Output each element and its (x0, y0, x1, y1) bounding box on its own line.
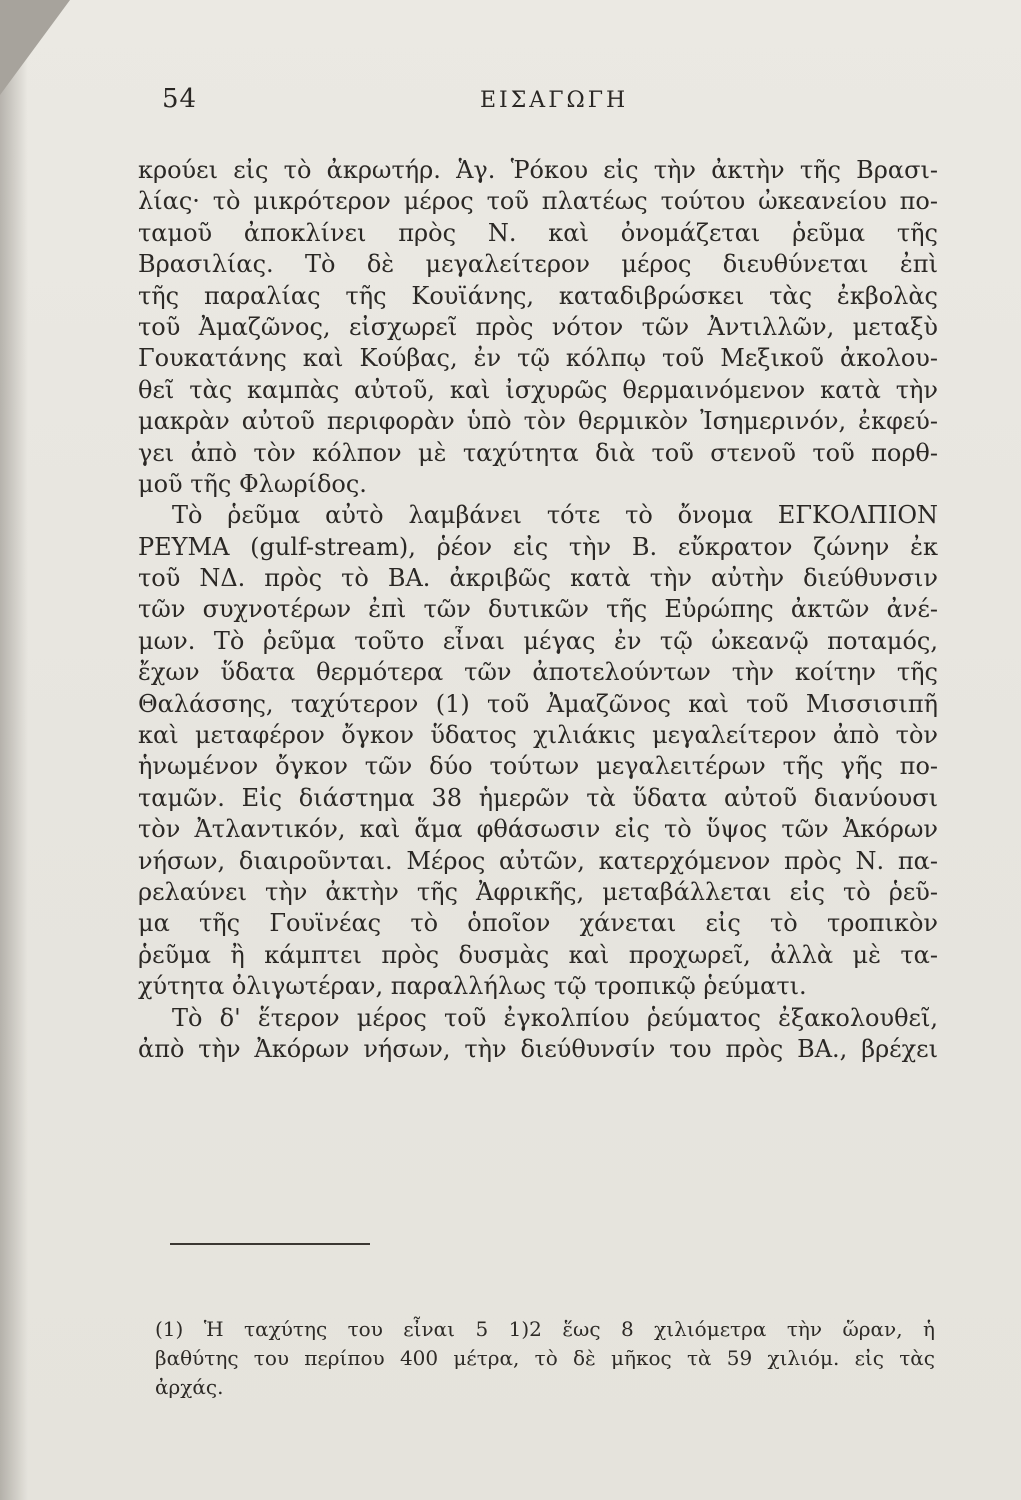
text-line: Τὸ δ' ἕτερον μέρος τοῦ ἐγκολπίου ῥεύματος ἐξακολουθεῖ, (172, 1003, 938, 1032)
text-line: ἡνωμένον ὄγκον τῶν δύο τούτων μεγαλειτέρων τῆς γῆς πο- (138, 752, 938, 781)
text-line: Βρασιλίας. Τὸ δὲ μεγαλείτερον μέρος διευθύνεται ἐπὶ (138, 250, 938, 279)
text-line: λίας· τὸ μικρότερον μέρος τοῦ πλατέως τούτου ὠκεανείου πο- (138, 187, 938, 216)
text-line: ταμοῦ ἀποκλίνει πρὸς Ν. καὶ ὀνομάζεται ῥεῦμα τῆς (138, 218, 938, 247)
torn-corner (0, 0, 70, 95)
text-line: ΡΕΥΜΑ (gulf-stream), ῥέον εἰς τὴν Β. εὔκρατον ζώνην ἐκ (138, 532, 938, 561)
text-line: χύτητα ὀλιγωτέραν, παραλλήλως τῷ τροπικῷ ῥεύματι. (138, 972, 807, 1001)
text-line: τῶν συχνοτέρων ἐπὶ τῶν δυτικῶν τῆς Εὐρώπης ἀκτῶν ἀνέ- (138, 595, 938, 624)
text-line: μοῦ τῆς Φλωρίδος. (138, 469, 367, 498)
text-line: ρελαύνει τὴν ἀκτὴν τῆς Ἀφρικῆς, μεταβάλλεται εἰς τὸ ῥεῦ- (138, 877, 938, 906)
text-line: κρούει εἰς τὸ ἀκρωτήρ. Ἁγ. Ῥόκου εἰς τὴν ἀκτὴν τῆς Βρασι- (138, 156, 938, 184)
page-edge-shadow (0, 0, 28, 1500)
text-line: μα τῆς Γουϊνέας τὸ ὁποῖον χάνεται εἰς τὸ τροπικὸν (138, 909, 938, 938)
footnote-line: ἀρχάς. (155, 1375, 224, 1399)
text-line: τῆς παραλίας τῆς Κουϊάνης, καταδιβρώσκει τὰς ἐκβολὰς (138, 281, 938, 310)
text-line: τοῦ ΝΔ. πρὸς τὸ ΒΑ. ἀκριβῶς κατὰ τὴν αὐτὴν διεύθυνσιν (138, 564, 938, 593)
text-line: μακρὰν αὐτοῦ περιφορὰν ὑπὸ τὸν θερμικὸν Ἰσημερινόν, ἐκφεύ- (138, 407, 938, 436)
text-line: ῥεῦμα ἢ κάμπτει πρὸς δυσμὰς καὶ προχωρεῖ, ἀλλὰ μὲ τα- (138, 940, 938, 969)
text-line: θεῖ τὰς καμπὰς αὐτοῦ, καὶ ἰσχυρῶς θερμαινόμενον κατὰ τὴν (138, 375, 938, 404)
footnote-line: βαθύτης του περίπου 400 μέτρα, τὸ δὲ μῆκος τὰ 59 χιλιόμ. εἰς τὰς (155, 1346, 935, 1370)
body-text (138, 155, 938, 1065)
text-line: νήσων, διαιροῦνται. Μέρος αὐτῶν, κατερχόμενον πρὸς Ν. πα- (138, 846, 938, 875)
text-line: Θαλάσσης, ταχύτερον (1) τοῦ Ἀμαζῶνος καὶ τοῦ Μισσισιπῆ (138, 689, 938, 718)
text-line: τοῦ Ἀμαζῶνος, εἰσχωρεῖ πρὸς νότον τῶν Ἀντιλλῶν, μεταξὺ (138, 312, 938, 341)
text-line: Γουκατάνης καὶ Κούβας, ἐν τῷ κόλπῳ τοῦ Μεξικοῦ ἀκολου- (138, 344, 938, 373)
text-line: γει ἀπὸ τὸν κόλπον μὲ ταχύτητα διὰ τοῦ στενοῦ τοῦ πορθ- (138, 438, 938, 467)
text-line: μων. Τὸ ῥεῦμα τοῦτο εἶναι μέγας ἐν τῷ ὠκεανῷ ποταμός, (138, 626, 938, 655)
text-line: ἀπὸ τὴν Ἀκόρων νήσων, τὴν διεύθυνσίν του πρὸς ΒΑ., βρέχει (138, 1034, 938, 1063)
footnote (155, 1315, 935, 1402)
text-line: ἔχων ὕδατα θερμότερα τῶν ἀποτελούντων τὴν κοίτην τῆς (138, 658, 938, 687)
text-line: ταμῶν. Εἰς διάστημα 38 ἡμερῶν τὰ ὕδατα αὐτοῦ διανύουσι (138, 783, 938, 812)
footnote-separator-rule (170, 1243, 370, 1245)
text-line: Τὸ ῥεῦμα αὐτὸ λαμβάνει τότε τὸ ὄνομα ΕΓΚΟΛΠΙΟΝ (172, 501, 938, 530)
text-line: τὸν Ἀτλαντικόν, καὶ ἅμα φθάσωσιν εἰς τὸ ὕψος τῶν Ἀκόρων (138, 815, 938, 844)
running-head: ΕΙΣΑΓΩΓΗ (480, 88, 629, 113)
text-line: καὶ μεταφέρον ὄγκον ὕδατος χιλιάκις μεγαλείτερον ἀπὸ τὸν (138, 721, 938, 750)
page-number: 54 (162, 84, 198, 114)
footnote-line: (1) Ἡ ταχύτης του εἶναι 5 1)2 ἕως 8 χιλιόμετρα τὴν ὥραν, ἡ (155, 1317, 935, 1341)
